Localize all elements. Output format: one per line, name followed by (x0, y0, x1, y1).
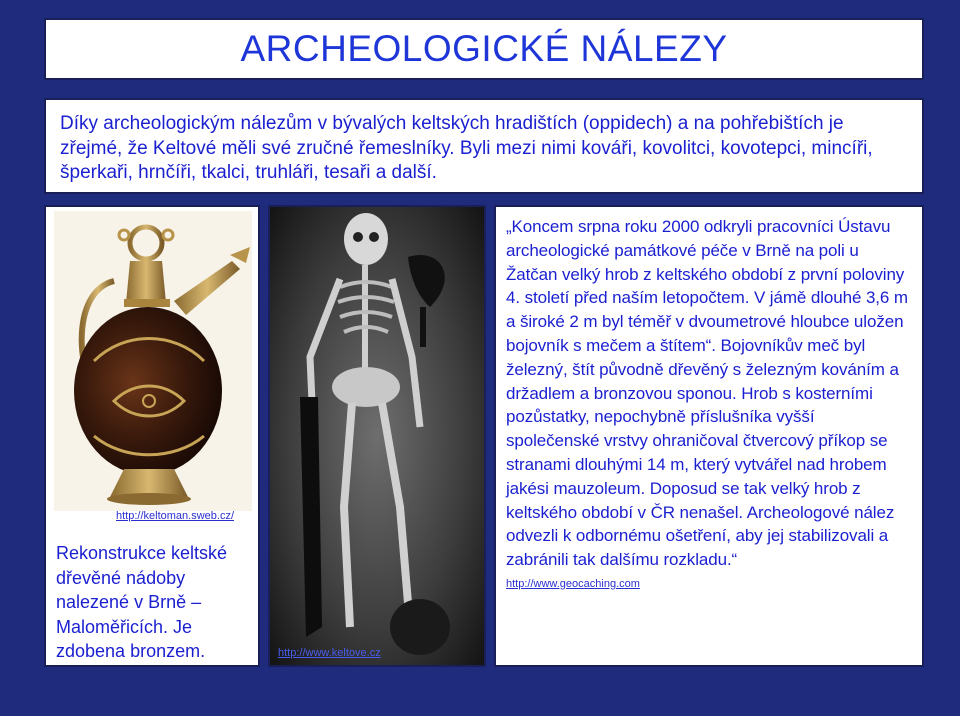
intro-text: Díky archeologickým nálezům v bývalých keltských hradištích (oppidech) a na pohřebištích je zřejmé, že Keltové měli své zručné řemeslníky. Byli mezi nimi kováři, kovolitci, kovotepci, mincíři, šperkaři, hrnčíři, tkalci, truhláři, tesaři a další. (60, 113, 873, 183)
vase-panel (44, 205, 260, 667)
grave-description: „Koncem srpna roku 2000 odkryli pracovníci Ústavu archeologické památkové péče v Brně na poli u Žatčan velký hrob z keltského období z první poloviny 4. století před naším letopočtem. V jámě dlouhé 3,6 m a široké 2 m byl téměř v dvoumetrové hloubce uložen bojovník s mečem a štítem“. Bojovníkův meč byl železný, štít původně dřevěný s železným kováním a držadlem a bronzovou sponou. Hrob s kosterními pozůstatky, nepochybně příslušníka vyšší společenské vrstvy ohraničoval čtvercový příkop se stranami dlouhými 14 m, který vytvářel nad hrobem jakési mauzoleum. Doposud se tak velký hrob z keltského období v ČR nenašel. Archeologové nález odvezli k odbornému ošetření, aby jej stabilizovali a zabránili tak dalšímu rozkladu.“ (506, 217, 908, 570)
intro-box (44, 98, 924, 194)
vase-image (54, 211, 252, 511)
grave-photo (268, 205, 486, 667)
vase-credit-link[interactable]: http://keltoman.sweb.cz/ (116, 510, 234, 522)
vase-caption: Rekonstrukce keltské dřevěné nádoby nalezené v Brně – Maloměřicích. Je zdobena bronzem. (56, 543, 228, 661)
title-box (44, 18, 924, 80)
geocaching-link[interactable]: http://www.geocaching.com (506, 577, 640, 590)
text-panel (494, 205, 924, 667)
page-title: ARCHEOLOGICKÉ NÁLEZY (240, 28, 728, 69)
grave-credit-link[interactable]: http://www.keltove.cz (278, 647, 381, 659)
